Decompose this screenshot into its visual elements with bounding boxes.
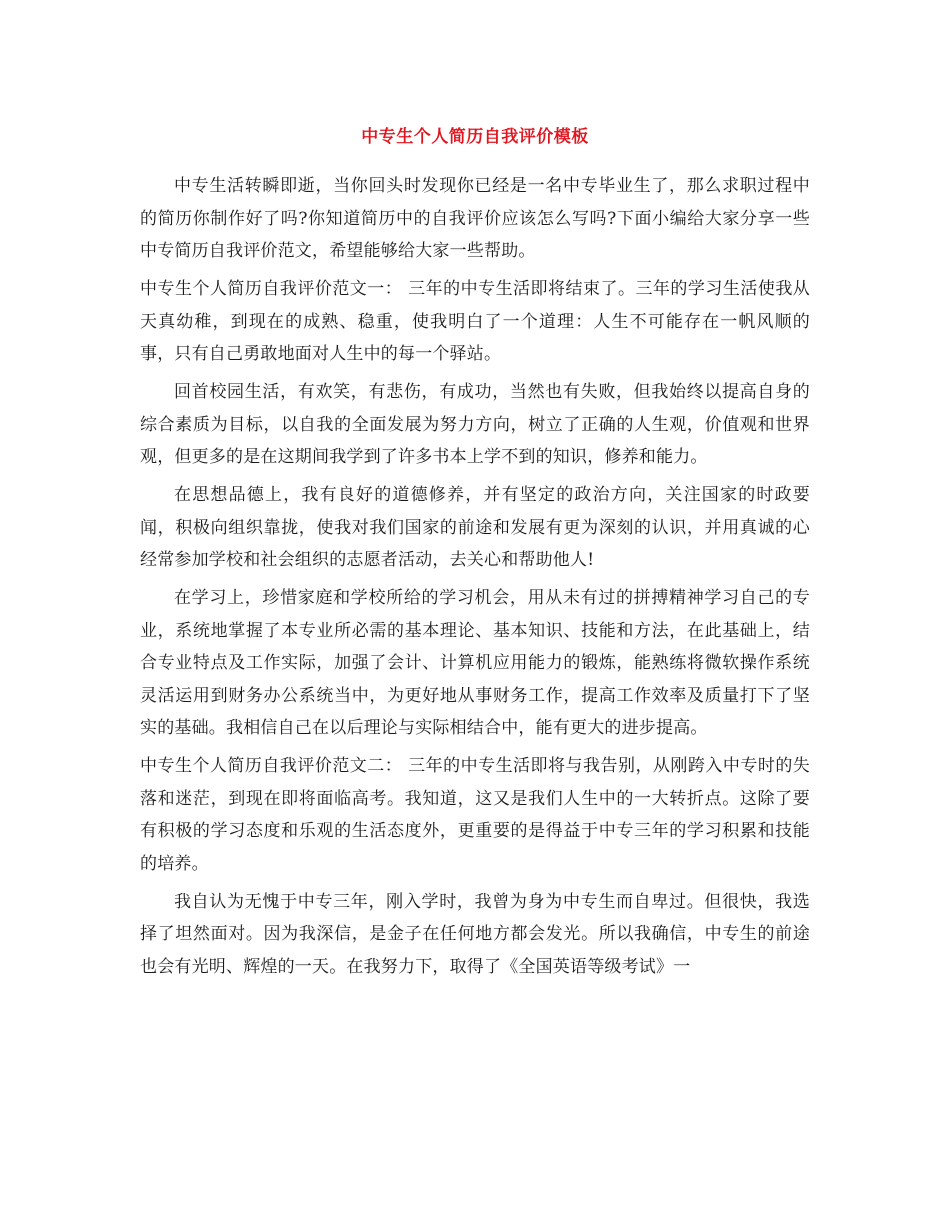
sample-two-paragraph: [140, 750, 810, 880]
sample-one-paragraph: [140, 273, 810, 371]
sample-two-heading: 中专生个人简历自我评价范文二：: [140, 756, 403, 776]
ethics-paragraph: 在思想品德上，我有良好的道德修养，并有坚定的政治方向，关注国家的时政要闻，积极向组织靠拢，使我对我们国家的前途和发展有更为深刻的认识，并用真诚的心经常参加学校和社会组织的志愿者活动，去关心和帮助他人!: [140, 485, 810, 570]
sample-one-text: 三年的中专生活即将结束了。三年的学习生活使我从天真幼稚，到现在的成熟、稳重，使我明白了一个道理：人生不可能存在一帆风顺的事，只有自己勇敢地面对人生中的每一个驿站。: [140, 279, 810, 364]
self-assessment-paragraph: 我自认为无愧于中专三年，刚入学时，我曾为身为中专生而自卑过。但很快，我选择了坦然面对。因为我深信，是金子在任何地方都会发光。所以我确信，中专生的前途也会有光明、辉煌的一天。在我努力下，取得了《全国英语等级考试》一: [140, 891, 810, 977]
intro-paragraph: 中专生活转瞬即逝，当你回头时发现你已经是一名中专毕业生了，那么求职过程中的简历你制作好了吗?你知道简历中的自我评价应该怎么写吗?下面小编给大家分享一些中专简历自我评价范文，希望能够给大家一些帮助。: [140, 176, 810, 261]
document-title: 中专生个人简历自我评价模板: [361, 127, 589, 147]
campus-life-paragraph: 回首校园生活，有欢笑，有悲伤，有成功，当然也有失败，但我始终以提高自身的综合素质为目标，以自我的全面发展为努力方向，树立了正确的人生观，价值观和世界观，但更多的是在这期间我学到了许多书本上学不到的知识，修养和能力。: [140, 382, 810, 467]
sample-two-text: 三年的中专生活即将与我告别，从刚跨入中专时的失落和迷茫，到现在即将面临高考。我知道，这又是我们人生中的一大转折点。这除了要有积极的学习态度和乐观的生活态度外，更重要的是得益于中专三年的学习积累和技能的培养。: [140, 756, 810, 874]
study-paragraph: 在学习上，珍惜家庭和学校所给的学习机会，用从未有过的拼搏精神学习自己的专业，系统地掌握了本专业所必需的基本理论、基本知识、技能和方法，在此基础上，结合专业特点及工作实际，加强了会计、计算机应用能力的锻炼，能熟练将微软操作系统灵活运用到财务办公系统当中，为更好地从事财务工作，提高工作效率及质量打下了坚实的基础。我相信自己在以后理论与实际相结合中，能有更大的进步提高。: [140, 588, 810, 738]
sample-one-heading: 中专生个人简历自我评价范文一：: [140, 279, 403, 299]
document-body: [140, 170, 810, 983]
